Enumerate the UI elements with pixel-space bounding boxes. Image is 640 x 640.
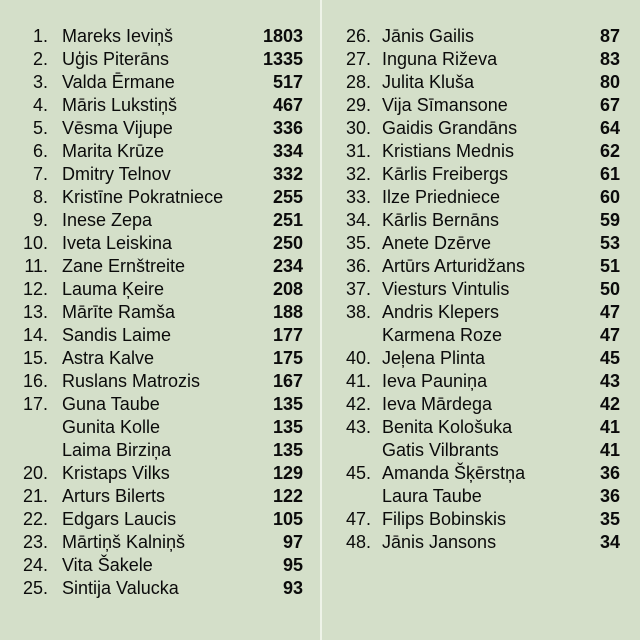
list-item [0,393,320,416]
rank-number: 24. [22,555,48,575]
score-value: 1803 [262,26,303,46]
list-item [0,554,320,577]
score-value: 250 [272,233,303,253]
person-name: Kristīne Pokratniece [62,187,224,207]
rank-number: 37. [345,279,371,299]
list-item [0,485,320,508]
score-value: 175 [272,348,303,368]
score-value: 334 [272,141,303,161]
score-value: 80 [599,72,620,92]
score-value: 53 [599,233,620,253]
score-value: 60 [599,187,620,207]
list-item [0,255,320,278]
person-name: Vita Šakele [62,555,153,575]
score-value: 51 [599,256,620,276]
rank-number: 16. [22,371,48,391]
score-value: 87 [599,26,620,46]
person-name: Sandis Laime [62,325,172,345]
rank-number: 31. [345,141,371,161]
person-name: Anete Dzērve [382,233,492,253]
rank-number: 20. [22,463,48,483]
person-name: Mārtiņš Kalniņš [62,532,186,552]
score-value: 467 [272,95,303,115]
list-item [0,232,320,255]
person-name: Māris Lukstiņš [62,95,178,115]
list-item [322,163,640,186]
list-item [322,531,640,554]
score-value: 135 [272,417,303,437]
list-item [0,71,320,94]
person-name: Sintija Valucka [62,578,179,598]
rank-number: 3. [32,72,48,92]
person-name: Arturs Bilerts [62,486,166,506]
score-value: 97 [282,532,303,552]
person-name: Iveta Leiskina [62,233,173,253]
score-value: 34 [599,532,620,552]
list-item [0,347,320,370]
score-value: 122 [272,486,303,506]
list-item [0,209,320,232]
score-value: 62 [599,141,620,161]
list-item [322,347,640,370]
rank-number: 47. [345,509,371,529]
rank-number: 32. [345,164,371,184]
score-value: 255 [272,187,303,207]
score-value: 47 [599,325,620,345]
rank-number: 27. [345,49,371,69]
person-name: Ieva Pauniņa [382,371,488,391]
ranking-column-right [322,25,640,554]
person-name: Amanda Šķērstņa [382,463,526,483]
person-name: Ieva Mārdega [382,394,493,414]
person-name: Jānis Jansons [382,532,497,552]
person-name: Inguna Riževa [382,49,498,69]
rank-number: 7. [32,164,48,184]
person-name: Gunita Kolle [62,417,161,437]
list-item [322,278,640,301]
rank-number: 45. [345,463,371,483]
person-name: Dmitry Telnov [62,164,171,184]
list-item [322,324,640,347]
list-item [322,209,640,232]
person-name: Guna Taube [62,394,160,414]
score-value: 47 [599,302,620,322]
list-item [0,163,320,186]
rank-number: 4. [32,95,48,115]
person-name: Zane Ernštreite [62,256,186,276]
list-item [322,117,640,140]
person-name: Laura Taube [382,486,482,506]
score-value: 50 [599,279,620,299]
score-value: 35 [599,509,620,529]
score-value: 105 [272,509,303,529]
person-name: Ilze Priedniece [382,187,501,207]
person-name: Marita Krūze [62,141,165,161]
person-name: Edgars Laucis [62,509,177,529]
list-item [322,232,640,255]
score-value: 517 [272,72,303,92]
list-item [0,324,320,347]
list-item [0,439,320,462]
rank-number: 26. [345,26,371,46]
list-item [0,462,320,485]
score-value: 59 [599,210,620,230]
person-name: Andris Klepers [382,302,500,322]
person-name: Uģis Piterāns [62,49,170,69]
rank-number: 41. [345,371,371,391]
person-name: Benita Kološuka [382,417,513,437]
person-name: Karmena Roze [382,325,503,345]
score-value: 36 [599,463,620,483]
rank-number: 14. [22,325,48,345]
person-name: Viesturs Vintulis [382,279,510,299]
score-value: 93 [282,578,303,598]
score-value: 188 [272,302,303,322]
rank-number: 42. [345,394,371,414]
score-value: 45 [599,348,620,368]
rank-number: 23. [22,532,48,552]
person-name: Laima Birziņa [62,440,172,460]
rank-number: 8. [32,187,48,207]
list-item [0,25,320,48]
list-item [322,485,640,508]
rank-number: 17. [22,394,48,414]
person-name: Mārīte Ramša [62,302,176,322]
rank-number: 21. [22,486,48,506]
list-item [0,370,320,393]
rank-number: 48. [345,532,371,552]
rank-number: 11. [24,256,48,276]
person-name: Artūrs Arturidžans [382,256,526,276]
person-name: Kristaps Vilks [62,463,170,483]
score-value: 332 [272,164,303,184]
rank-number: 13. [22,302,48,322]
score-value: 41 [599,440,620,460]
rank-number: 40. [345,348,371,368]
score-value: 251 [272,210,303,230]
person-name: Inese Zepa [62,210,153,230]
rank-number: 6. [32,141,48,161]
rank-number: 38. [345,302,371,322]
rank-number: 2. [32,49,48,69]
rank-number: 33. [345,187,371,207]
list-item [322,140,640,163]
person-name: Vēsma Vijupe [62,118,173,138]
list-item [0,416,320,439]
list-item [0,140,320,163]
score-value: 64 [599,118,620,138]
score-value: 83 [599,49,620,69]
rank-number: 1. [32,26,48,46]
person-name: Jeļena Plinta [382,348,486,368]
list-item [322,71,640,94]
list-item [0,186,320,209]
list-item [322,25,640,48]
score-value: 129 [272,463,303,483]
person-name: Gaidis Grandāns [382,118,518,138]
list-item [322,393,640,416]
score-value: 41 [599,417,620,437]
score-value: 336 [272,118,303,138]
list-item [322,186,640,209]
rank-number: 12. [22,279,48,299]
score-value: 135 [272,394,303,414]
rank-number: 43. [345,417,371,437]
score-value: 42 [599,394,620,414]
list-item [0,94,320,117]
list-item [322,301,640,324]
list-item [322,48,640,71]
list-item [322,462,640,485]
person-name: Ruslans Matrozis [62,371,201,391]
rank-number: 29. [345,95,371,115]
score-value: 177 [272,325,303,345]
list-item [0,117,320,140]
score-value: 95 [282,555,303,575]
person-name: Jānis Gailis [382,26,475,46]
person-name: Valda Ērmane [62,72,175,92]
list-item [0,577,320,600]
list-item [0,508,320,531]
score-value: 1335 [262,49,303,69]
person-name: Lauma Ķeire [62,279,165,299]
score-value: 36 [599,486,620,506]
score-value: 43 [599,371,620,391]
list-item [322,370,640,393]
list-item [0,531,320,554]
score-value: 61 [599,164,620,184]
rank-number: 28. [345,72,371,92]
person-name: Gatis Vilbrants [382,440,499,460]
list-item [322,94,640,117]
person-name: Julita Kluša [382,72,475,92]
rank-number: 10. [22,233,48,253]
ranking-column-left [0,25,320,600]
rank-number: 30. [345,118,371,138]
rank-number: 5. [32,118,48,138]
list-item [0,278,320,301]
score-value: 67 [599,95,620,115]
list-item [322,255,640,278]
rank-number: 9. [32,210,48,230]
person-name: Kārlis Freibergs [382,164,509,184]
person-name: Astra Kalve [62,348,155,368]
person-name: Vija Sīmansone [382,95,508,115]
rank-number: 34. [345,210,371,230]
list-item [322,439,640,462]
person-name: Kristians Mednis [382,141,515,161]
list-item [0,301,320,324]
rank-number: 25. [22,578,48,598]
list-item [322,508,640,531]
rank-number: 36. [345,256,371,276]
person-name: Kārlis Bernāns [382,210,500,230]
person-name: Filips Bobinskis [382,509,507,529]
score-value: 167 [272,371,303,391]
score-value: 208 [272,279,303,299]
rank-number: 35. [345,233,371,253]
person-name: Mareks Ieviņš [62,26,174,46]
rank-number: 22. [22,509,48,529]
score-value: 135 [272,440,303,460]
rank-number: 15. [22,348,48,368]
score-value: 234 [272,256,303,276]
list-item [0,48,320,71]
list-item [322,416,640,439]
